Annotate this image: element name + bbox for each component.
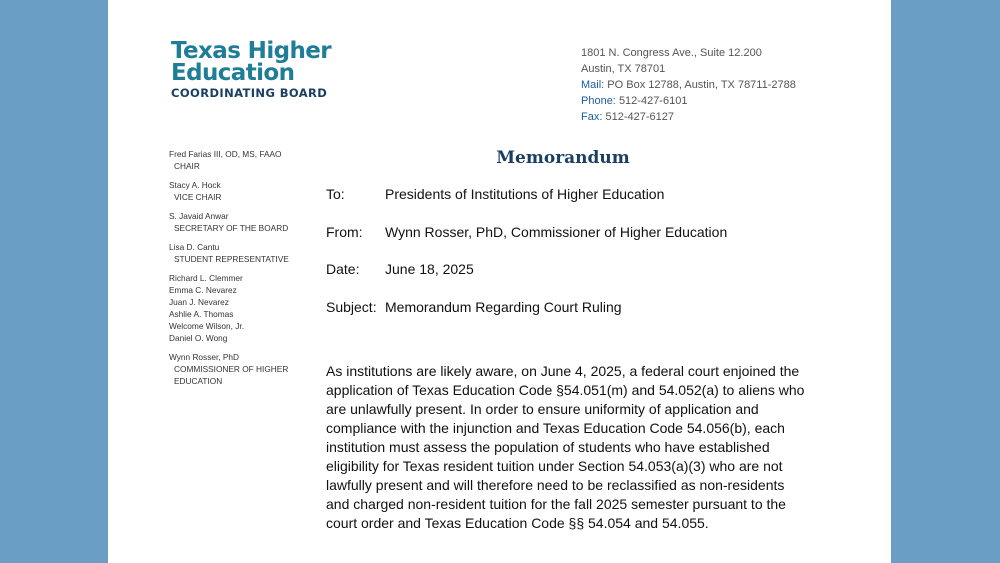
address-mail: Mail: PO Box 12788, Austin, TX 78711-2788 <box>581 79 796 91</box>
body-line: institution must assess the population of students who have established <box>326 439 770 455</box>
logo-line-3: COORDINATING BOARD <box>171 86 328 100</box>
body-line: application of Texas Education Code §54.051(m) and 54.052(a) to aliens who <box>326 382 805 398</box>
board-member: Stacy A. Hock VICE CHAIR <box>169 180 222 202</box>
body-line: lawfully present and will therefore need to be reclassified as non-residents <box>326 477 785 493</box>
body-line: eligibility for Texas resident tuition under Section 54.053(a)(3) who are not <box>326 458 783 474</box>
board-member: Lisa D. Cantu STUDENT REPRESENTATIVE <box>169 242 289 264</box>
address-city: Austin, TX 78701 <box>581 63 666 75</box>
memo-body <box>326 362 806 533</box>
board-members-list <box>169 148 289 394</box>
logo-line-2: Education <box>171 60 295 86</box>
board-member: Fred Farias III, OD, MS, FAAO CHAIR <box>169 149 282 171</box>
board-member: S. Javaid Anwar SECRETARY OF THE BOARD <box>169 211 289 233</box>
body-line: are unlawfully present. In order to ensure uniformity of application and <box>326 401 759 417</box>
commissioner: Wynn Rosser, PhD COMMISSIONER OF HIGHER EDUCATION <box>169 352 289 386</box>
thecb-logo <box>171 40 331 100</box>
address-street: 1801 N. Congress Ave., Suite 12.200 <box>581 47 762 59</box>
body-line: As institutions are likely aware, on June 4, 2025, a federal court enjoined the <box>326 363 800 379</box>
body-line: court order and Texas Education Code §§ 54.054 and 54.055. <box>326 515 709 531</box>
memo-subject: Subject: Memorandum Regarding Court Ruling <box>326 299 622 315</box>
board-members-group: Richard L. Clemmer Emma C. Nevarez Juan J. Nevarez Ashlie A. Thomas Welcome Wilson, Jr. Daniel O. Wong <box>169 273 244 343</box>
memo-to: To: Presidents of Institutions of Higher Education <box>326 186 665 202</box>
body-line: and charged non-resident tuition for the fall 2025 semester pursuant to the <box>326 496 786 512</box>
body-line: compliance with the injunction and Texas Education Code 54.056(b), each <box>326 420 785 436</box>
memo-title: Memorandum <box>496 148 630 168</box>
address-phone: Phone: 512-427-6101 <box>581 95 688 107</box>
memo-from: From: Wynn Rosser, PhD, Commissioner of Higher Education <box>326 224 728 240</box>
memo-date: Date: June 18, 2025 <box>326 261 474 277</box>
address-block <box>581 45 796 125</box>
logo-line-1: Texas Higher <box>171 38 331 64</box>
address-fax: Fax: 512-427-6127 <box>581 111 674 123</box>
memo-page <box>108 0 891 563</box>
